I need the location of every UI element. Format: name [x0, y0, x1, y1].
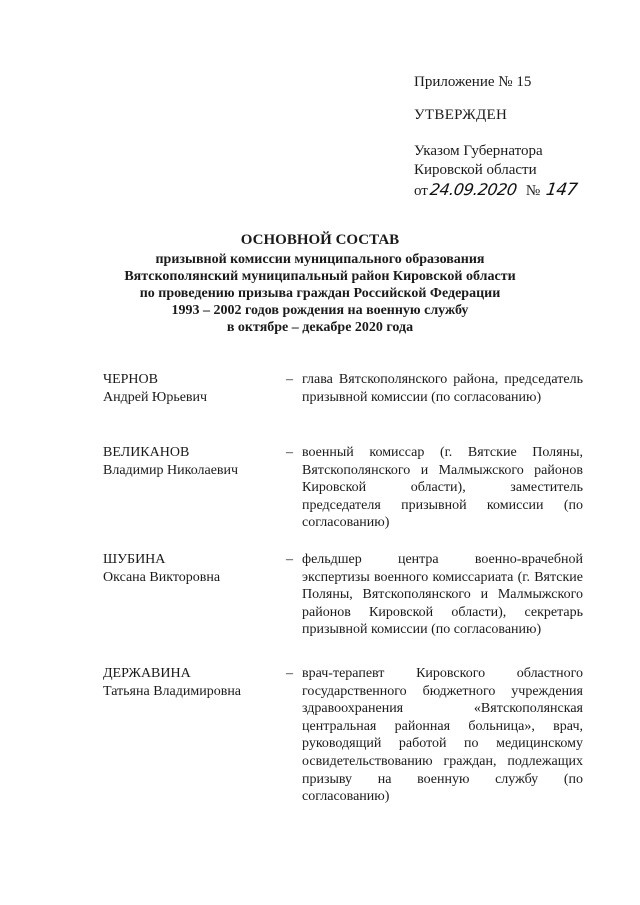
member-dash: –	[286, 372, 293, 387]
member-name	[103, 665, 278, 700]
member-given-name: Андрей Юрьевич	[103, 389, 208, 405]
member-name	[103, 371, 278, 406]
appendix-label: Приложение № 15	[414, 74, 532, 90]
member-surname: ДЕРЖАВИНА	[103, 666, 191, 681]
decree-reference	[414, 142, 577, 201]
member-given-name: Оксана Викторовна	[103, 569, 221, 585]
member-surname: ВЕЛИКАНОВ	[103, 445, 190, 460]
member-dash: –	[286, 552, 293, 567]
date-prefix: от	[414, 183, 428, 199]
member-surname: ЧЕРНОВ	[103, 372, 158, 387]
title-line-2: Вятскополянский муниципальный район Кировской области	[124, 269, 516, 284]
member-dash: –	[286, 666, 293, 681]
title-main: ОСНОВНОЙ СОСТАВ	[240, 232, 400, 248]
member-given-name: Владимир Николаевич	[103, 462, 239, 478]
member-name	[103, 551, 278, 586]
member-role: фельдшер центра военно-врачебной экспертизы военного комиссариата (г. Вятские Поляны, Вятскополянского и Малмыжского районов Кировской области), секретарь призывной комиссии (по согласованию)	[302, 552, 583, 638]
handwritten-number: 147	[544, 180, 579, 200]
member-surname: ШУБИНА	[103, 552, 166, 567]
title-line-4: 1993 – 2002 годов рождения на военную службу	[171, 303, 469, 318]
member-role: глава Вятскополянского района, председатель призывной комиссии (по согласованию)	[302, 372, 583, 405]
decree-date-line	[414, 180, 577, 201]
handwritten-date: 24.09.2020	[428, 180, 518, 199]
member-given-name: Татьяна Владимировна	[103, 683, 242, 699]
document-title	[100, 232, 540, 336]
title-line-3: по проведению призыва граждан Российской Федерации	[139, 286, 501, 301]
decree-line-2: Кировской области	[414, 162, 537, 178]
member-dash: –	[286, 445, 293, 460]
member-role: военный комиссар (г. Вятские Поляны, Вятскополянского и Малмыжского районов Кировской области), заместитель председателя призывной комиссии (по согласованию)	[302, 445, 583, 531]
number-sign: №	[525, 183, 541, 199]
member-role: врач-терапевт Кировского областного государственного бюджетного учреждения здравоохранения «Вятскополянская центральная районная больница», врач, руководящий работой по медицинскому освидетельствованию граждан, подлежащих призыву на военную службу (по согласованию)	[302, 666, 583, 805]
title-line-5: в октябре – декабре 2020 года	[226, 320, 414, 335]
member-name	[103, 444, 278, 479]
title-line-1: призывной комиссии муниципального образования	[155, 252, 485, 267]
approved-label: УТВЕРЖДЕН	[414, 107, 508, 123]
decree-line-1: Указом Губернатора	[414, 143, 543, 159]
